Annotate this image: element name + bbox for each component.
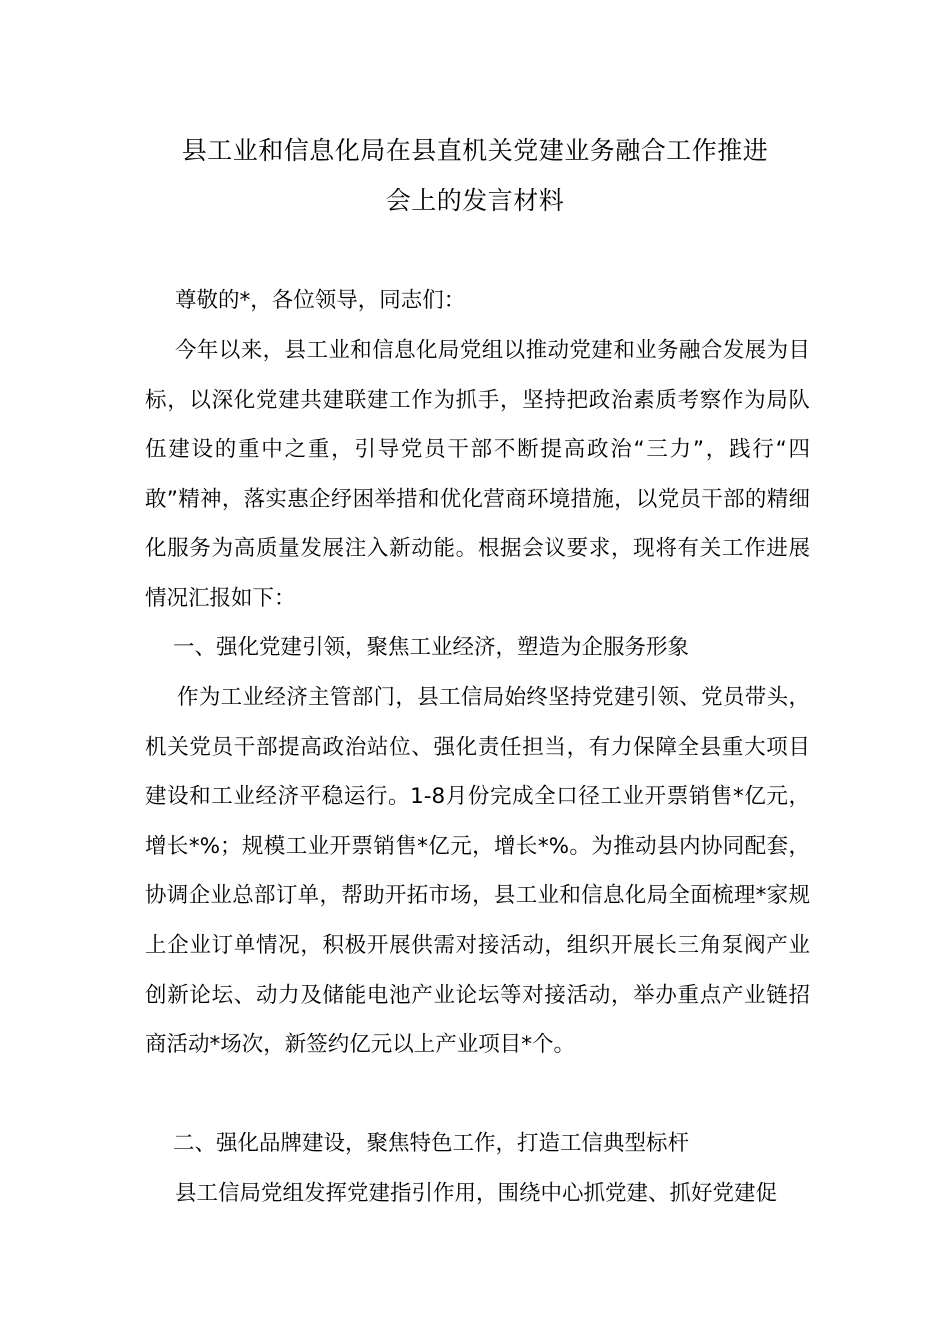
section-1-heading (145, 623, 810, 673)
document-title-line-2: 会上的发言材料 (385, 186, 565, 215)
section-2-heading (145, 1119, 810, 1169)
greeting-text: 尊敬的*，各位领导，同志们： (175, 288, 466, 313)
intro-text: 今年以来，县工业和信息化局党组以推动党建和业务融合发展为目标，以深化党建共建联建工作为抓手，坚持把政治素质考察作为局队伍建设的重中之重，引导党员干部不断提高政治“三力”，践行“四敢”精神，落实惠企纾困举措和优化营商环境措施，以党员干部的精细化服务为高质量发展注入新动能。根据会议要求，现将有关工作进展情况汇报如下： (145, 338, 810, 611)
greeting-paragraph (145, 276, 810, 326)
section-2-heading-text: 二、强化品牌建设，聚焦特色工作，打造工信典型标杆 (173, 1131, 690, 1156)
section-1-body (145, 673, 810, 1070)
section-2-body (145, 1169, 810, 1219)
section-2-body-text: 县工信局党组发挥党建指引作用，围绕中心抓党建、抓好党建促 (175, 1181, 778, 1206)
document-title-line-1: 县工业和信息化局在县直机关党建业务融合工作推进 (181, 136, 769, 165)
section-1-heading-text: 一、强化党建引领，聚焦工业经济，塑造为企服务形象 (173, 635, 690, 660)
section-1-body-text: 作为工业经济主管部门，县工信局始终坚持党建引领、党员带头，机关党员干部提高政治站位、强化责任担当，有力保障全县重大项目建设和工业经济平稳运行。1-8月份完成全口径工业开票销售*亿元，增长*%；规模工业开票销售*亿元，增长*%。为推动县内协同配套，协调企业总部订单，帮助开拓市场，县工业和信息化局全面梳理*家规上企业订单情况，积极开展供需对接活动，组织开展长三角泵阀产业创新论坛、动力及储能电池产业论坛等对接活动，举办重点产业链招商活动*场次，新签约亿元以上产业项目*个。 (145, 685, 810, 1058)
intro-paragraph (145, 326, 810, 624)
